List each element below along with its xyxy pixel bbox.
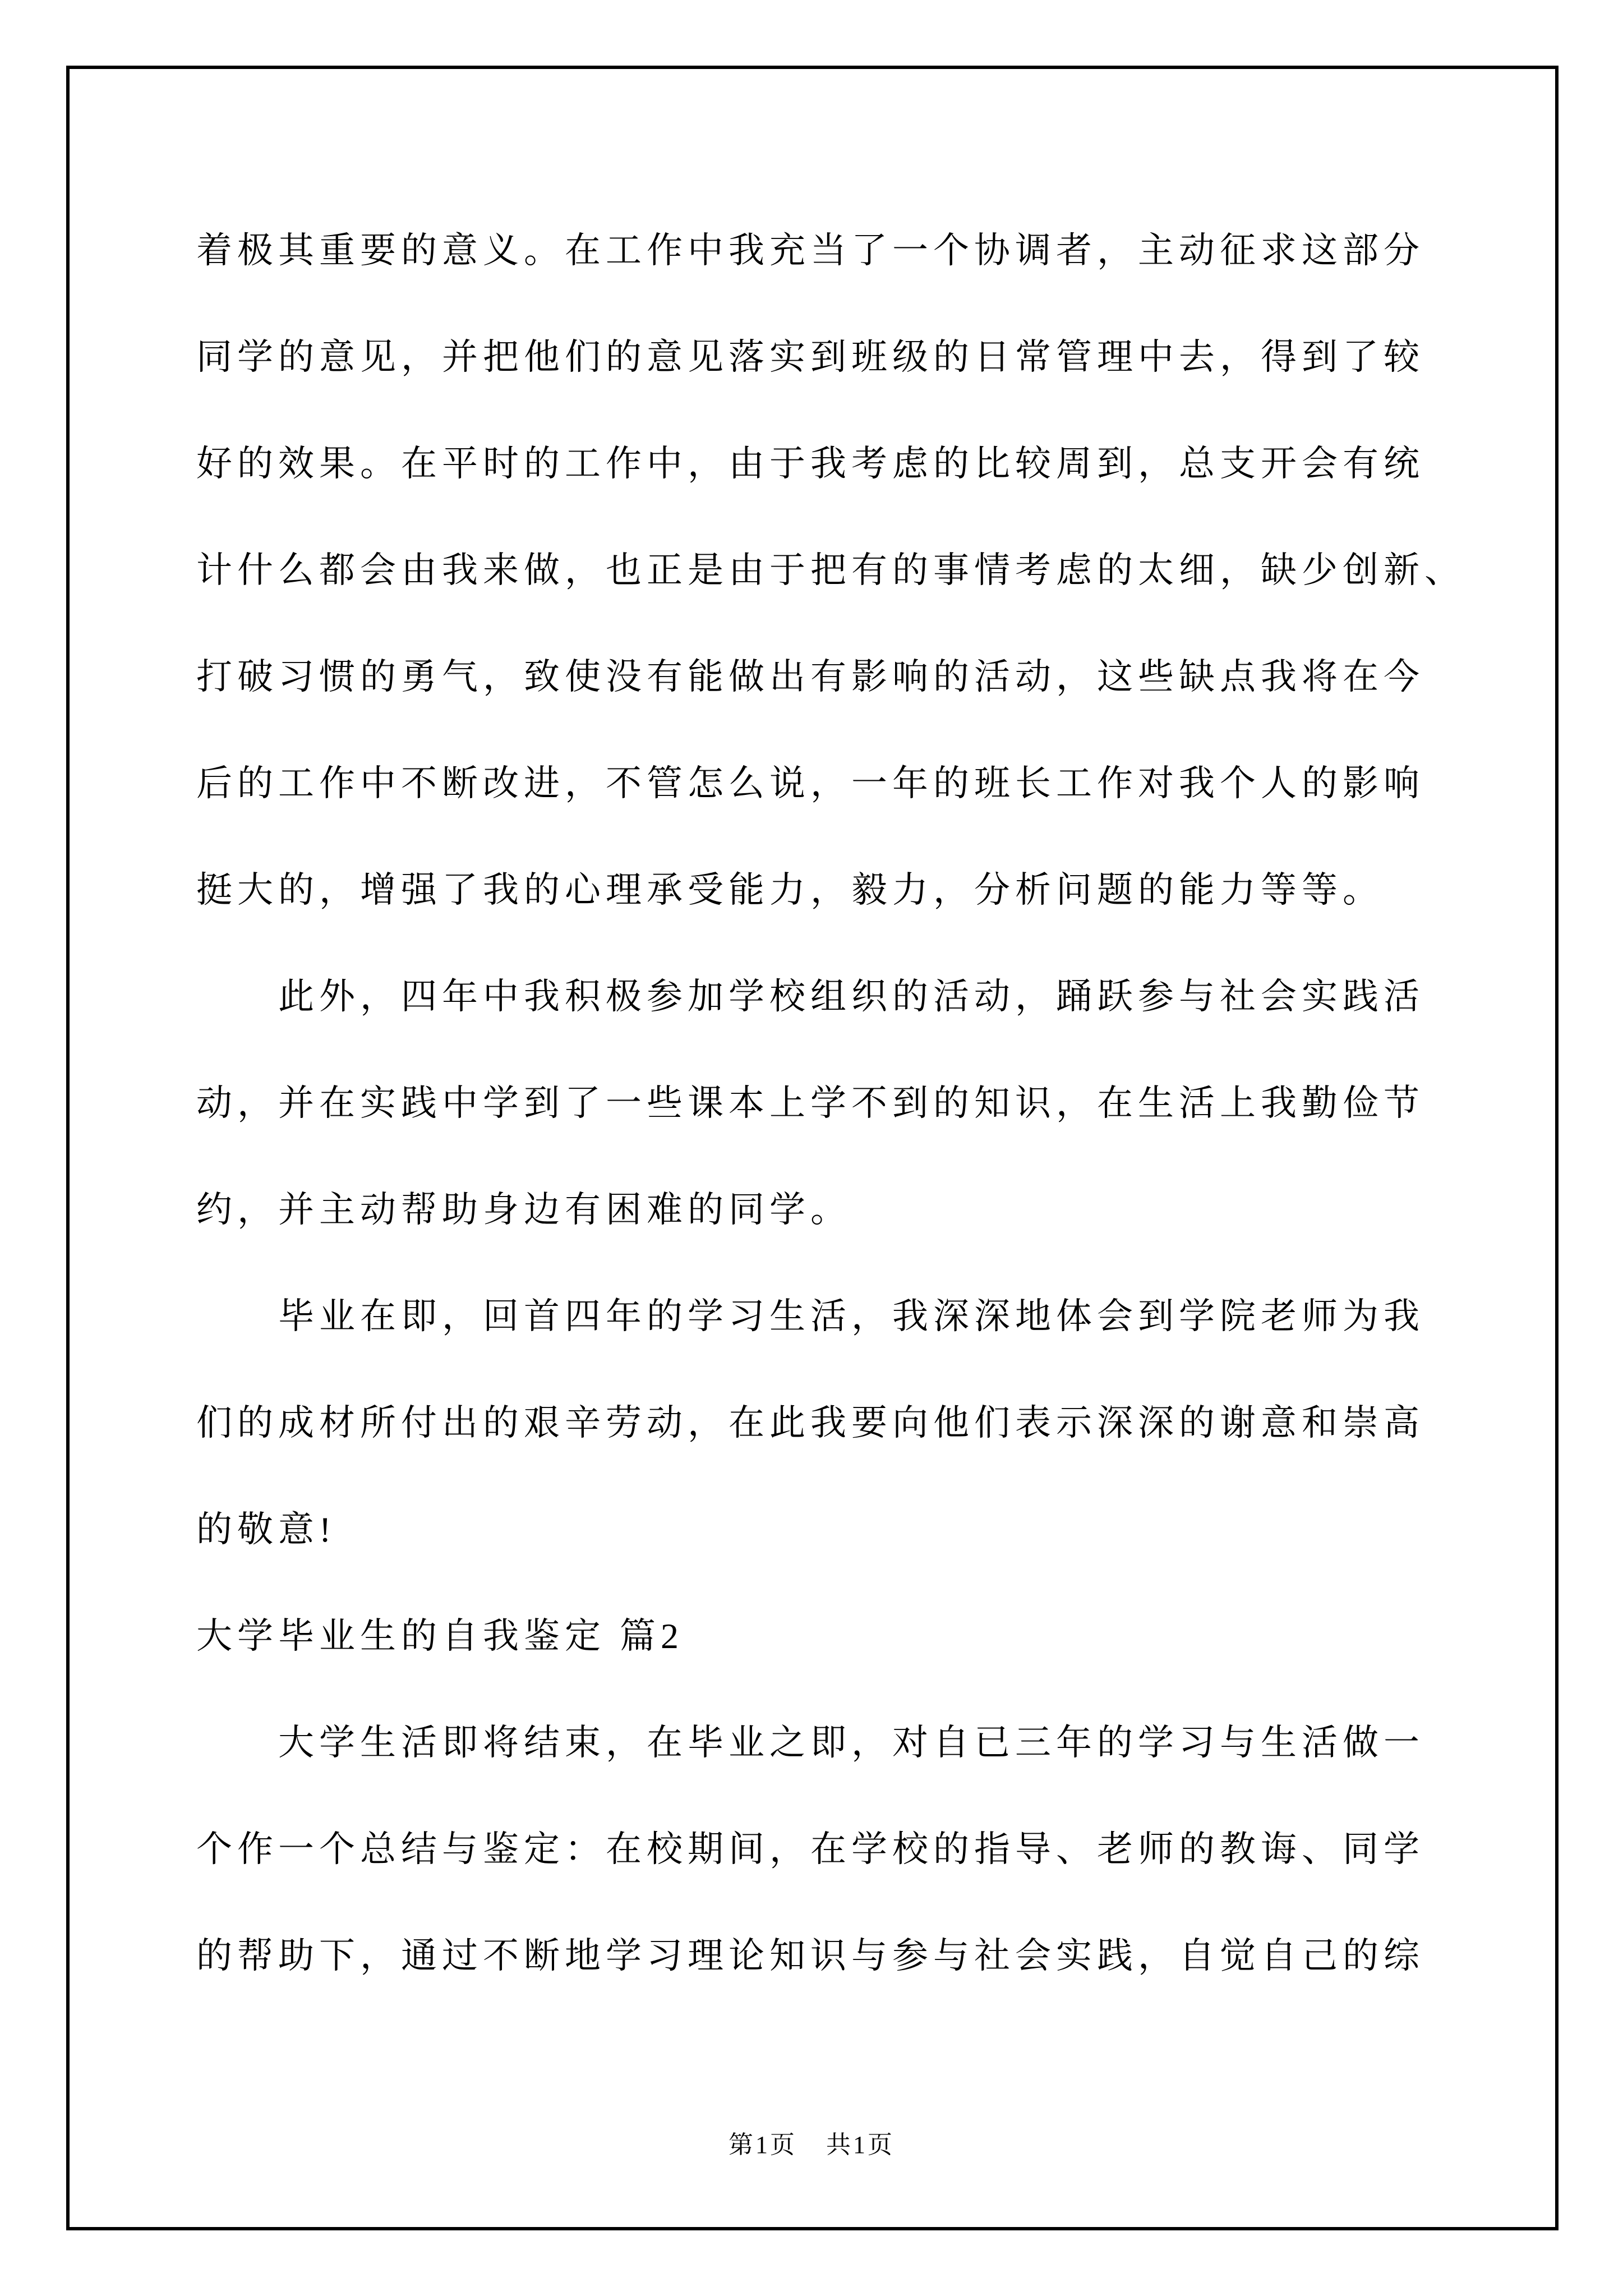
text-line: 毕业在即，回首四年的学习生活，我深深地体会到学院老师为我 [278,1296,1424,1336]
text-line: 好的效果。在平时的工作中，由于我考虑的比较周到，总支开会有统 [196,444,1424,484]
text-line: 此外，四年中我积极参加学校组织的活动，踊跃参与社会实践活 [278,977,1424,1016]
text-line: 的敬意! [196,1510,336,1549]
text-line: 们的成材所付出的艰辛劳动，在此我要向他们表示深深的谢意和崇高 [196,1403,1424,1443]
text-line: 约，并主动帮助身边有困难的同学。 [196,1190,851,1230]
text-line: 同学的意见，并把他们的意见落实到班级的日常管理中去，得到了较 [196,337,1424,377]
text-line: 个作一个总结与鉴定：在校期间，在学校的指导、老师的教诲、同学 [196,1829,1424,1869]
text-line: 后的工作中不断改进，不管怎么说，一年的班长工作对我个人的影响 [196,763,1424,803]
text-line: 计什么都会由我来做，也正是由于把有的事情考虑的太细，缺少创新、 [196,550,1465,590]
text-line: 挺大的，增强了我的心理承受能力，毅力，分析问题的能力等等。 [196,870,1384,910]
page-total-label: 共1页 [826,2131,895,2159]
document-body [196,197,1465,2009]
page-footer [0,2128,1623,2162]
section-heading: 大学毕业生的自我鉴定 篇2 [196,1616,684,1656]
text-line: 打破习惯的勇气，致使没有能做出有影响的活动，这些缺点我将在今 [196,657,1424,697]
text-line: 大学生活即将结束，在毕业之即，对自已三年的学习与生活做一 [278,1723,1424,1763]
text-line: 的帮助下，通过不断地学习理论知识与参与社会实践，自觉自己的综 [196,1936,1424,1976]
text-line: 着极其重要的意义。在工作中我充当了一个协调者，主动征求这部分 [196,231,1424,270]
page-number-label: 第1页 [728,2131,797,2159]
text-line: 动，并在实践中学到了一些课本上学不到的知识，在生活上我勤俭节 [196,1083,1424,1123]
